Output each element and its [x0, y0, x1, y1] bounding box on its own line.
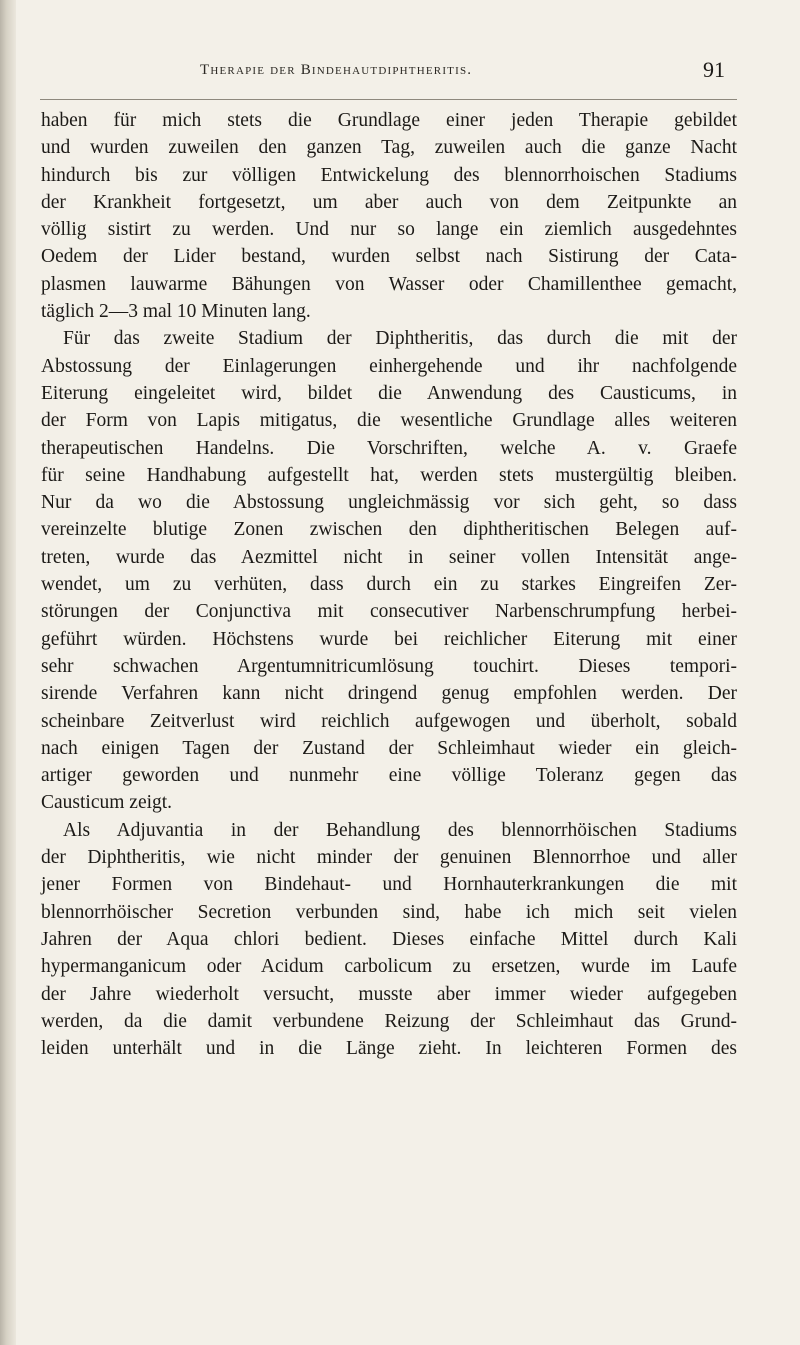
- text-line: Causticum zeigt.: [41, 792, 173, 814]
- text-line: der Jahre wiederholt versucht, musste aber immer wieder aufgegeben: [41, 983, 737, 1005]
- text-line: der Krankheit fortgesetzt, um aber auch von dem Zeitpunkte an: [41, 191, 737, 213]
- text-line: haben für mich stets die Grundlage einer jeden Therapie gebildet: [41, 110, 737, 131]
- header-rule: [40, 99, 737, 100]
- text-line: werden, da die damit verbundene Reizung der Schleimhaut das Grund-: [41, 1010, 737, 1032]
- text-line: leiden unterhält und in die Länge zieht. In leichteren Formen des: [41, 1038, 737, 1060]
- text-line: Nur da wo die Abstossung ungleichmässig vor sich geht, so dass: [41, 492, 737, 514]
- text-line: therapeutischen Handelns. Die Vorschriften, welche A. v. Graefe: [41, 437, 737, 459]
- text-line: sehr schwachen Argentumnitricumlösung touchirt. Dieses tempori-: [41, 655, 737, 677]
- text-line: hindurch bis zur völligen Entwickelung des blennorrhoischen Stadiums: [41, 164, 737, 186]
- text-line: Für das zweite Stadium der Diphtheritis, das durch die mit der: [63, 328, 737, 350]
- text-line: für seine Handhabung aufgestellt hat, werden stets mustergültig bleiben.: [41, 464, 737, 486]
- text-line: wendet, um zu verhüten, dass durch ein zu starkes Eingreifen Zer-: [41, 574, 737, 596]
- text-line: Eiterung eingeleitet wird, bildet die Anwendung des Causticums, in: [41, 382, 737, 404]
- text-line: sirende Verfahren kann nicht dringend genug empfohlen werden. Der: [41, 683, 737, 705]
- body-text: [41, 107, 737, 1062]
- text-line: vereinzelte blutige Zonen zwischen den diphtheritischen Belegen auf-: [41, 519, 737, 541]
- text-line: und wurden zuweilen den ganzen Tag, zuweilen auch die ganze Nacht: [41, 137, 737, 159]
- text-line: der Form von Lapis mitigatus, die wesentliche Grundlage alles weiteren: [41, 410, 737, 432]
- text-line: nach einigen Tagen der Zustand der Schleimhaut wieder ein gleich-: [41, 737, 737, 759]
- text-line: Jahren der Aqua chlori bedient. Dieses einfache Mittel durch Kali: [41, 928, 737, 950]
- text-line: geführt würden. Höchstens wurde bei reichlicher Eiterung mit einer: [41, 628, 737, 650]
- text-line: treten, wurde das Aezmittel nicht in seiner vollen Intensität ange-: [41, 546, 737, 568]
- text-line: Oedem der Lider bestand, wurden selbst nach Sistirung der Cata-: [41, 246, 737, 268]
- text-line: jener Formen von Bindehaut- und Hornhauterkrankungen die mit: [41, 874, 737, 896]
- text-line: täglich 2—3 mal 10 Minuten lang.: [41, 301, 311, 323]
- text-line: Abstossung der Einlagerungen einhergehende und ihr nachfolgende: [41, 355, 737, 377]
- text-line: artiger geworden und nunmehr eine völlige Toleranz gegen das: [41, 765, 737, 787]
- page-number: 91: [703, 57, 725, 82]
- text-line: hypermanganicum oder Acidum carbolicum zu ersetzen, wurde im Laufe: [41, 956, 737, 978]
- text-line: Als Adjuvantia in der Behandlung des blennorrhöischen Stadiums: [63, 819, 737, 841]
- text-line: plasmen lauwarme Bähungen von Wasser oder Chamillenthee gemacht,: [41, 273, 737, 295]
- text-line: scheinbare Zeitverlust wird reichlich aufgewogen und überholt, sobald: [41, 710, 737, 732]
- running-title: Therapie der Bindehautdiphtheritis.: [200, 62, 473, 78]
- text-line: störungen der Conjunctiva mit consecutiver Narbenschrumpfung herbei-: [41, 601, 737, 623]
- text-line: der Diphtheritis, wie nicht minder der genuinen Blennorrhoe und aller: [41, 847, 737, 869]
- running-head: [200, 57, 725, 90]
- text-line: blennorrhöischer Secretion verbunden sind, habe ich mich seit vielen: [41, 901, 737, 923]
- text-line: völlig sistirt zu werden. Und nur so lange ein ziemlich ausgedehntes: [41, 219, 737, 241]
